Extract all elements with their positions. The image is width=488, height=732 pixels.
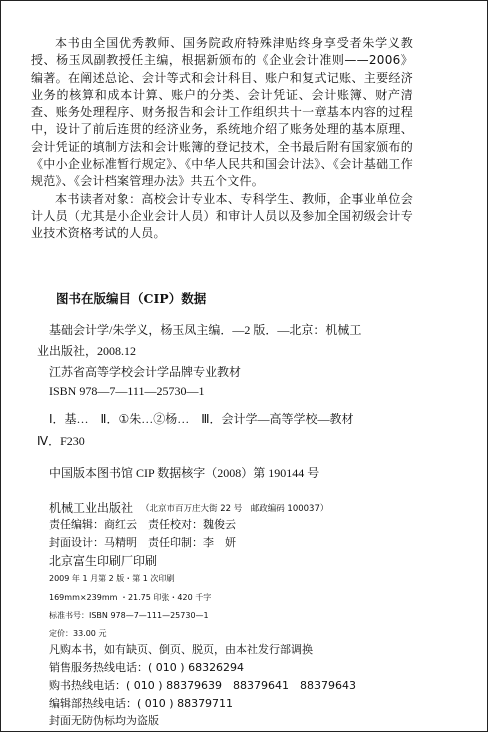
sales-hotline: 销售服务热线电话：( 010 ) 68326294: [49, 661, 245, 674]
edition-line: 2009 年 1 月第 2 版・第 1 次印刷: [49, 574, 175, 583]
cip-line-2: 业出版社，2008.12: [37, 344, 137, 358]
editorial-hotline: 编辑部热线电话：( 010 ) 88379711: [49, 697, 234, 710]
price-line: 定价：33.00 元: [49, 629, 107, 638]
cover-design-line: 封面设计：马精明 责任印制：李 妍: [49, 536, 236, 549]
cip-line-4: ISBN 978—7—111—25730—1: [49, 384, 205, 398]
intro-paragraph-1: 本书由全国优秀教师、国务院政府特殊津贴终身享受者朱学义教授、杨玉凤副教授任主编，根据新颁布的《企业会计准则——2006》编著。在阐述总论、会计等式和会计科目、账户和复式记账、主要经济业务的核算和成本计算、账户的分类、会计凭证、会计账簿、财产清查、账务处理程序、财务报告和会计工作组织共十一章基本内容的过程中，设计了前后连贯的经济业务，系统地介绍了账务处理的基本原理、会计凭证的填制方法和会计账簿的登记技术，全书最后附有国家颁布的《中小企业标准暂行规定》、《中华人民共和国会计法》、《会计基础工作规范》、《会计档案管理办法》共五个文件。: [31, 36, 413, 189]
publisher-address: （北京市百万庄大街 22 号 邮政编码 100037）: [141, 504, 329, 514]
defect-notice: 凡购本书，如有缺页、倒页、脱页，由本社发行部调换: [49, 643, 313, 656]
cip-heading: 图书在版编目（CIP）数据: [56, 291, 207, 306]
cip-record-number: 中国版本图书馆 CIP 数据核字（2008）第 190144 号: [49, 466, 320, 480]
format-line: 169mm×239mm ・21.75 印张・420 千字: [49, 593, 212, 602]
book-introduction: [31, 35, 413, 243]
anti-counterfeit-notice: 封面无防伪标均为盗版: [49, 714, 159, 727]
purchase-hotline: 购书热线电话：( 010 ) 88379639 88379641 88379643: [49, 679, 357, 692]
printer-line: 北京富生印刷厂印刷: [49, 554, 158, 568]
isbn-line: 标准书号：ISBN 978—7—111—25730—1: [49, 611, 209, 620]
editors-line: 责任编辑：商红云 责任校对：魏俊云: [49, 518, 236, 531]
cip-line-3: 江苏省高等学校会计学品牌专业教材: [49, 365, 242, 379]
cip-line-6: Ⅳ．F230: [37, 434, 85, 448]
cip-line-1: 基础会计学/朱学义，杨玉凤主编．—2 版．—北京：机械工: [49, 323, 362, 337]
intro-paragraph-2: 本书读者对象：高校会计专业本、专科学生、教师，企事业单位会计人员（尤其是小企业会计人员）和审计人员以及参加全国初级会计专业技术资格考试的人员。: [31, 191, 413, 241]
cip-line-5: Ⅰ．基… Ⅱ．①朱…②杨… Ⅲ．会计学—高等学校—教材: [49, 412, 354, 426]
publisher-name: 机械工业出版社: [49, 501, 134, 515]
